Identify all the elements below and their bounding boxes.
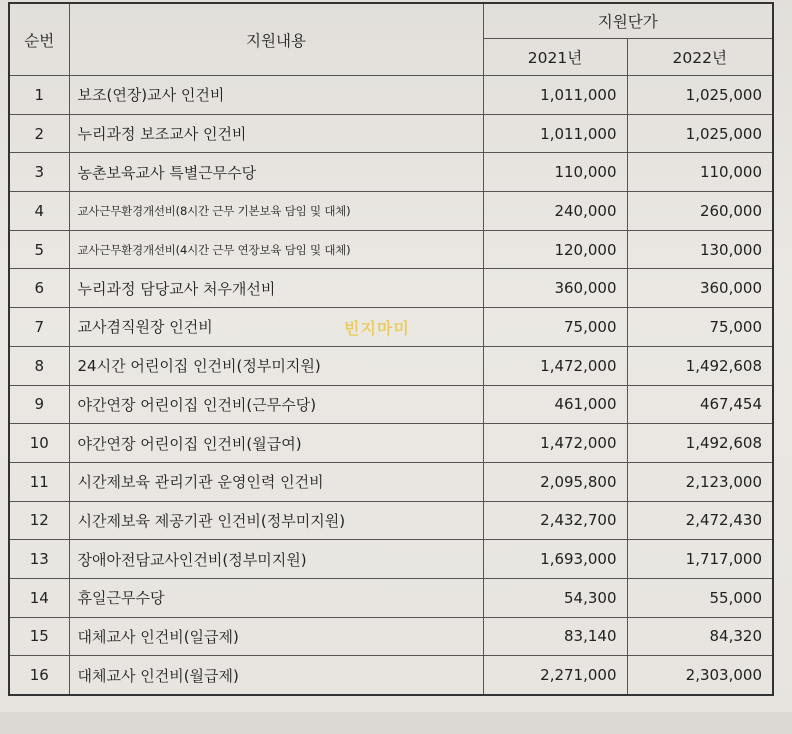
row-number: 6 bbox=[9, 269, 69, 308]
table-row bbox=[9, 114, 773, 153]
watermark-text: 빈지마미 bbox=[344, 319, 410, 338]
row-number: 2 bbox=[9, 114, 69, 153]
table-row bbox=[9, 462, 773, 501]
row-value-2022: 260,000 bbox=[627, 192, 773, 231]
row-value-2021: 83,140 bbox=[483, 617, 627, 656]
row-value-2021: 54,300 bbox=[483, 578, 627, 617]
row-value-2022: 75,000 bbox=[627, 308, 773, 347]
support-cost-table bbox=[8, 2, 774, 696]
row-value-2022: 55,000 bbox=[627, 578, 773, 617]
row-value-2022: 84,320 bbox=[627, 617, 773, 656]
row-value-2021: 75,000 bbox=[483, 308, 627, 347]
row-content: 대체교사 인건비(월급제) bbox=[69, 656, 483, 695]
row-content: 야간연장 어린이집 인건비(근무수당) bbox=[69, 385, 483, 424]
row-number: 12 bbox=[9, 501, 69, 540]
row-number: 8 bbox=[9, 346, 69, 385]
table-row bbox=[9, 424, 773, 463]
table-row bbox=[9, 192, 773, 231]
row-content: 시간제보육 관리기관 운영인력 인건비 bbox=[69, 462, 483, 501]
row-value-2022: 130,000 bbox=[627, 230, 773, 269]
table-row bbox=[9, 540, 773, 579]
row-number: 1 bbox=[9, 76, 69, 115]
table-row bbox=[9, 385, 773, 424]
row-content: 야간연장 어린이집 인건비(월급여) bbox=[69, 424, 483, 463]
row-value-2021: 2,095,800 bbox=[483, 462, 627, 501]
row-value-2021: 1,693,000 bbox=[483, 540, 627, 579]
row-value-2022: 1,492,608 bbox=[627, 424, 773, 463]
row-content: 장애아전담교사인건비(정부미지원) bbox=[69, 540, 483, 579]
row-value-2021: 360,000 bbox=[483, 269, 627, 308]
table-row bbox=[9, 656, 773, 695]
header-year-2022: 2022년 bbox=[627, 39, 773, 76]
row-value-2022: 1,717,000 bbox=[627, 540, 773, 579]
row-number: 10 bbox=[9, 424, 69, 463]
row-value-2021: 2,432,700 bbox=[483, 501, 627, 540]
row-value-2022: 1,492,608 bbox=[627, 346, 773, 385]
page-edge bbox=[0, 712, 792, 734]
header-no: 순번 bbox=[9, 3, 69, 76]
row-value-2021: 461,000 bbox=[483, 385, 627, 424]
row-content: 보조(연장)교사 인건비 bbox=[69, 76, 483, 115]
table-row bbox=[9, 501, 773, 540]
row-content: 누리과정 보조교사 인건비 bbox=[69, 114, 483, 153]
row-content: 시간제보육 제공기관 인건비(정부미지원) bbox=[69, 501, 483, 540]
row-value-2021: 1,472,000 bbox=[483, 346, 627, 385]
row-value-2022: 110,000 bbox=[627, 153, 773, 192]
row-number: 14 bbox=[9, 578, 69, 617]
table-row bbox=[9, 617, 773, 656]
row-value-2021: 2,271,000 bbox=[483, 656, 627, 695]
row-content: 휴일근무수당 bbox=[69, 578, 483, 617]
row-number: 4 bbox=[9, 192, 69, 231]
row-content: 누리과정 담당교사 처우개선비 bbox=[69, 269, 483, 308]
table-row bbox=[9, 346, 773, 385]
row-value-2022: 1,025,000 bbox=[627, 76, 773, 115]
row-number: 5 bbox=[9, 230, 69, 269]
header-content: 지원내용 bbox=[69, 3, 483, 76]
row-number: 16 bbox=[9, 656, 69, 695]
row-content: 교사겸직원장 인건비 bbox=[69, 308, 483, 347]
row-content: 24시간 어린이집 인건비(정부미지원) bbox=[69, 346, 483, 385]
row-value-2022: 2,123,000 bbox=[627, 462, 773, 501]
row-value-2022: 2,472,430 bbox=[627, 501, 773, 540]
row-value-2022: 467,454 bbox=[627, 385, 773, 424]
row-value-2021: 110,000 bbox=[483, 153, 627, 192]
row-number: 7 bbox=[9, 308, 69, 347]
row-value-2022: 1,025,000 bbox=[627, 114, 773, 153]
row-value-2021: 240,000 bbox=[483, 192, 627, 231]
row-number: 3 bbox=[9, 153, 69, 192]
row-number: 15 bbox=[9, 617, 69, 656]
row-content: 농촌보육교사 특별근무수당 bbox=[69, 153, 483, 192]
row-content: 교사근무환경개선비(8시간 근무 기본보육 담임 및 대체) bbox=[69, 192, 483, 231]
header-unit-price: 지원단가 bbox=[483, 3, 773, 39]
row-value-2021: 120,000 bbox=[483, 230, 627, 269]
row-value-2021: 1,011,000 bbox=[483, 114, 627, 153]
table-body bbox=[9, 76, 773, 696]
row-value-2021: 1,011,000 bbox=[483, 76, 627, 115]
table-row bbox=[9, 153, 773, 192]
row-value-2021: 1,472,000 bbox=[483, 424, 627, 463]
row-value-2022: 2,303,000 bbox=[627, 656, 773, 695]
row-content: 교사근무환경개선비(4시간 근무 연장보육 담임 및 대체) bbox=[69, 230, 483, 269]
row-number: 9 bbox=[9, 385, 69, 424]
row-value-2022: 360,000 bbox=[627, 269, 773, 308]
table-row bbox=[9, 230, 773, 269]
header-year-2021: 2021년 bbox=[483, 39, 627, 76]
table-row bbox=[9, 269, 773, 308]
table-row bbox=[9, 578, 773, 617]
row-number: 11 bbox=[9, 462, 69, 501]
table-row bbox=[9, 76, 773, 115]
row-content: 대체교사 인건비(일급제) bbox=[69, 617, 483, 656]
row-number: 13 bbox=[9, 540, 69, 579]
